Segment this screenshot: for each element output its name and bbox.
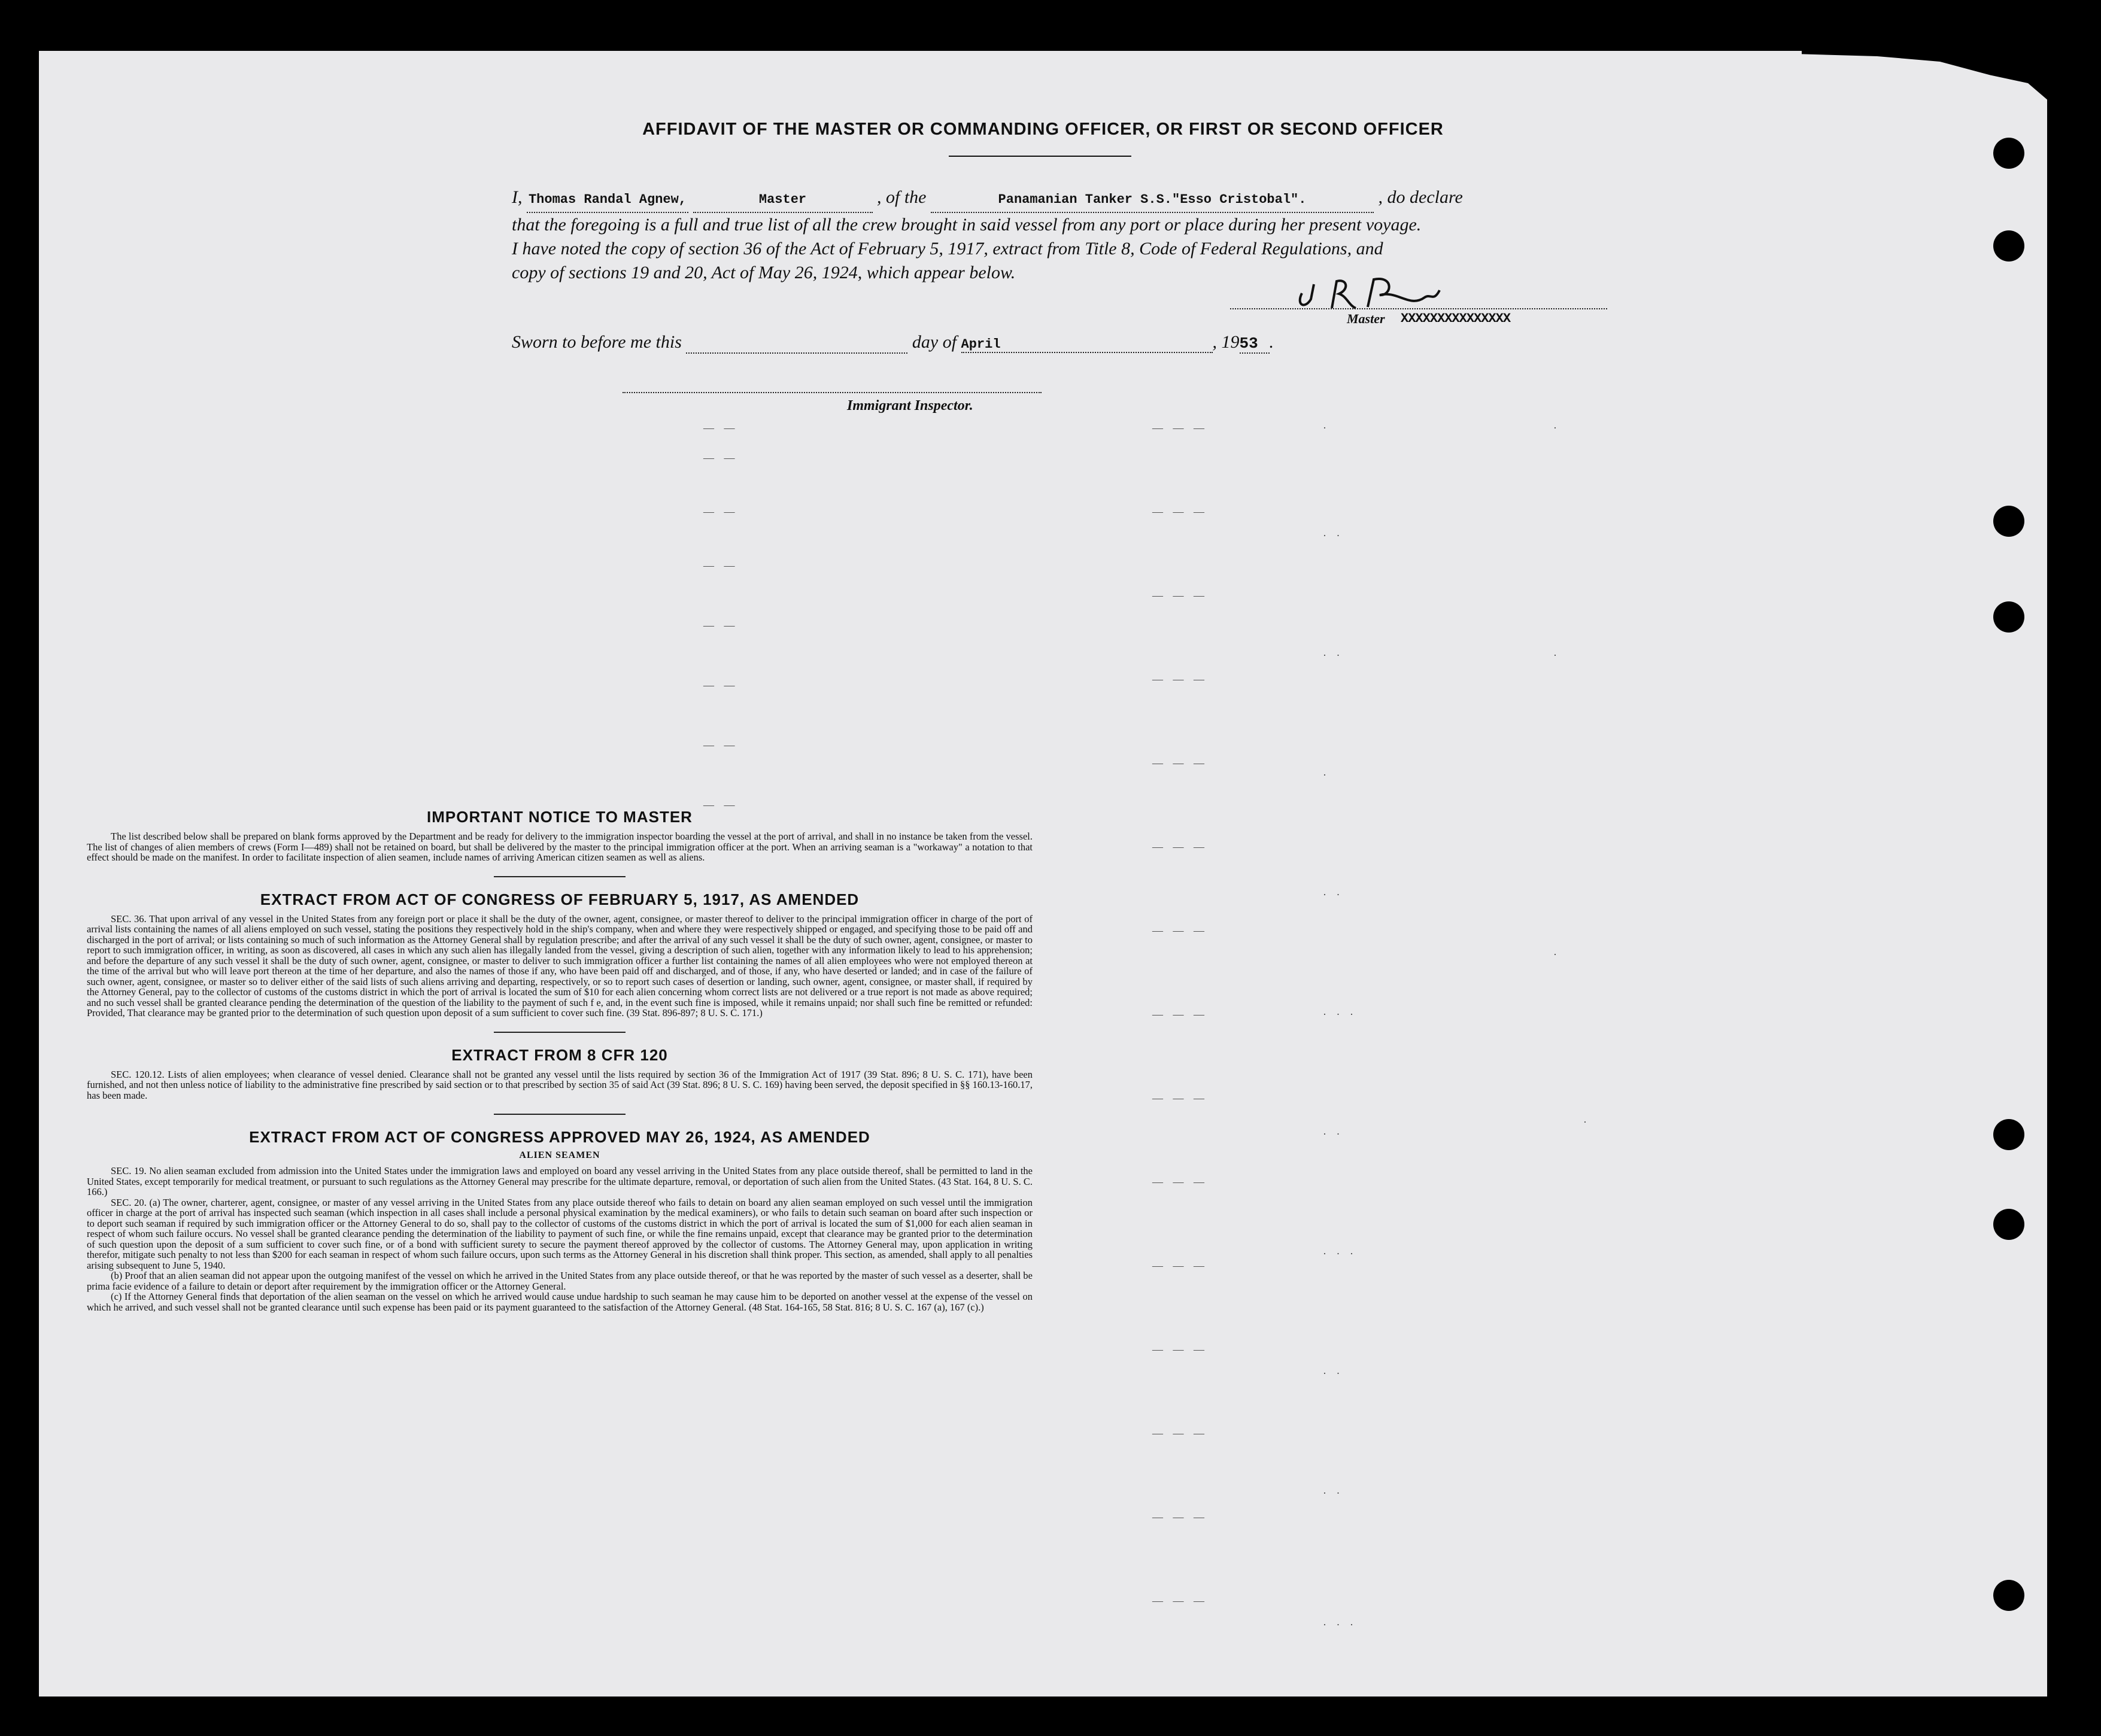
bleed-mark: · bbox=[1553, 649, 1560, 661]
bleed-mark: — — bbox=[703, 452, 739, 464]
bleed-mark: — — — bbox=[1152, 841, 1208, 853]
bleed-mark: — — — bbox=[1152, 1595, 1208, 1607]
bleed-mark: — — — bbox=[1152, 925, 1208, 937]
of-the-text: , of the bbox=[877, 187, 927, 207]
notice-heading: IMPORTANT NOTICE TO MASTER bbox=[427, 808, 693, 826]
binder-hole bbox=[1993, 1119, 2024, 1150]
extract-1917-body bbox=[87, 914, 1033, 1019]
extract-1924-body bbox=[87, 1166, 1033, 1312]
affidavit-title: AFFIDAVIT OF THE MASTER OR COMMANDING OFFICER, OR FIRST OR SECOND OFFICER bbox=[642, 120, 1444, 139]
bleed-mark: · · bbox=[1323, 649, 1344, 661]
vessel-field: Panamanian Tanker S.S."Esso Cristobal". bbox=[931, 188, 1374, 213]
title-underline bbox=[949, 156, 1131, 157]
bleed-mark: · · bbox=[1323, 889, 1344, 901]
extract-cfr-paragraph: SEC. 120.12. Lists of alien employees; when clearance of vessel denied. Clearance shall not be granted any vessel until the lists required by section 36 of the Immigration Act of 1917 (39 Stat. 896; 8 U. S. C. 171), have been furnished, and not then unless notice of liability to the administrative fine prescribed by said section or to that prescribed by section 35 of said Act (39 Stat. 896; 8 U. S. C. 169) having been served, the deposit specified in §§ 160.13-160.17, has been made. bbox=[87, 1068, 1033, 1101]
bleed-mark: — — bbox=[703, 506, 739, 518]
bleed-mark: · · · bbox=[1323, 1008, 1357, 1020]
signature-line bbox=[1230, 308, 1607, 309]
bleed-mark: — — — bbox=[1152, 1176, 1208, 1188]
alien-seamen-subheading: ALIEN SEAMEN bbox=[519, 1150, 600, 1160]
bleed-mark: — — — bbox=[1152, 506, 1208, 518]
notice-body bbox=[87, 831, 1033, 863]
legal-notices bbox=[87, 808, 1033, 1312]
bleed-mark: · · bbox=[1323, 1128, 1344, 1140]
day-of-text: day of bbox=[912, 332, 957, 352]
bleed-mark: · · bbox=[1323, 1487, 1344, 1499]
extract-1924-heading: EXTRACT FROM ACT OF CONGRESS APPROVED MAY 26, 1924, AS AMENDED bbox=[249, 1128, 870, 1146]
bleed-mark: · · bbox=[1323, 530, 1344, 542]
bleed-mark: — — bbox=[703, 739, 739, 751]
sworn-day-field bbox=[686, 332, 907, 354]
bleed-mark: — — — bbox=[1152, 1092, 1208, 1104]
sec-20c-paragraph: (c) If the Attorney General finds that deportation of the alien seaman on the vessel on which he arrived would cause undue hardship to such seaman he may cause him to be deported on another vessel at the expense of the vessel on which he arrived, and such vessel shall not be granted clearance until such expense has been paid or its payment guaranteed to the satisfaction of the Attorney General. (48 Stat. 164-165, 58 Stat. 816; 8 U. S. C. 167 (a), 167 (c).) bbox=[87, 1291, 1033, 1313]
year-prefix: , 19 bbox=[1212, 332, 1240, 352]
binder-hole bbox=[1993, 506, 2024, 537]
bleed-mark: — — — bbox=[1152, 1427, 1208, 1439]
struck-out-title: XXXXXXXXXXXXXXX bbox=[1401, 311, 1511, 326]
inspector-label: Immigrant Inspector. bbox=[847, 398, 973, 414]
binder-hole bbox=[1993, 138, 2024, 169]
bleed-mark: — — — bbox=[1152, 1008, 1208, 1020]
bleed-mark: — — — bbox=[1152, 1343, 1208, 1355]
do-declare-text: , do declare bbox=[1378, 187, 1463, 207]
sworn-year-field: 53 bbox=[1240, 335, 1270, 354]
sworn-text: Sworn to before me this bbox=[512, 332, 682, 352]
bleed-mark: · bbox=[1323, 422, 1330, 434]
notice-paragraph: The list described below shall be prepared on blank forms approved by the Department and be ready for delivery to the immigration inspector boarding the vessel at the port of arrival, and shall in no instance be taken from the vessel. The list of changes of alien members of crews (Form I—489) shall not be retained on board, but shall be delivered by the master to the principal immigration officer at the port. When an arriving seaman is a "workaway" a notation to that effect should be made on the manifest. In order to facilitate inspection of alien seamen, include names of arriving American citizen seamen as well as aliens. bbox=[87, 831, 1033, 863]
bleed-mark: · bbox=[1323, 769, 1330, 781]
master-name-field: Thomas Randal Agnew, bbox=[527, 188, 688, 213]
binder-hole bbox=[1993, 1209, 2024, 1240]
bleed-mark: · bbox=[1553, 422, 1560, 434]
declaration-block bbox=[512, 186, 1649, 285]
bleed-mark: — — bbox=[703, 619, 739, 631]
rank-field: Master bbox=[693, 188, 873, 213]
declaration-prefix: I, bbox=[512, 187, 523, 207]
section-divider bbox=[494, 876, 626, 877]
bleed-mark: — — bbox=[703, 560, 739, 571]
sworn-month-field: April bbox=[961, 337, 1213, 353]
affidavit-sheet bbox=[39, 51, 2047, 1697]
bleed-mark: — — — bbox=[1152, 673, 1208, 685]
bleed-mark: — — — bbox=[1152, 422, 1208, 434]
section-divider bbox=[494, 1032, 626, 1033]
bleed-mark: — — — bbox=[1152, 1511, 1208, 1523]
declaration-line-2: that the foregoing is a full and true list of all the crew brought in said vessel from any port or place during her present voyage. bbox=[512, 215, 1422, 235]
declaration-line-4: copy of sections 19 and 20, Act of May 26, 1924, which appear below. bbox=[512, 263, 1016, 282]
section-divider bbox=[494, 1114, 626, 1115]
extract-1917-paragraph: SEC. 36. That upon arrival of any vessel in the United States from any foreign port or place it shall be the duty of the owner, agent, consignee, or master thereof to deliver to the principal immigration officer in charge of the port of arrival lists containing the names of all aliens employed on such vessel, stating the positions they respectively hold in the ship's company, when and where they were respectively shipped or engaged, and specifying those to be paid off and discharged in the port of arrival; or lists containing so much of such information as the Attorney General shall by regulation prescribe; and after the arrival of any such vessel it shall be the duty of such owner, agent, consignee, or master to report to such immigration officer, in writing, as soon as discovered, all cases in which any such alien has illegally landed from the vessel, giving a description of such alien, together with any information likely to lead to his apprehension; and before the departure of any such vessel it shall be the duty of such owner, agent, consignee, or master to deliver to such immigration officer a further list containing the names of all alien employees who were not employed thereon at the time of the arrival but who will leave port thereon at the time of her departure, and also the names of those if any, who have been paid off and discharged, and of those, if any, who have deserted or landed; and in case of the failure of such owner, agent, consignee, or master so to deliver either of the said lists of such aliens arriving and departing, respectively, or so to report such cases of desertion or landing, such owner, agent, consignee, or master shall, if required by the Attorney General, pay to the collector of customs of the customs district in which the port of arrival is located the sum of $10 for each alien concerning whom correct lists are not delivered or a true report is not made as above required; and no such vessel shall be granted clearance pending the determination of the question of the liability to the payment of such f e, and, in the event such fine is imposed, while it remains unpaid; nor shall such fine be remitted or refunded: Provided, That clearance may be granted prior to the determination of such question upon deposit of a sum sufficient to cover such fine. (39 Stat. 896-897; 8 U. S. C. 171.) bbox=[87, 913, 1033, 1019]
bleed-mark: — — bbox=[703, 679, 739, 691]
extract-cfr-heading: EXTRACT FROM 8 CFR 120 bbox=[451, 1045, 668, 1064]
sec-20b-paragraph: (b) Proof that an alien seaman did not appear upon the outgoing manifest of the vessel on which he arrived in the United States from any place outside thereof, or that he was reported by the master of such vessel as a deserter, shall be prima facie evidence of a failure to detain or deport after requirement by the immigration officer or the Attorney General. bbox=[87, 1270, 1033, 1292]
sec-20a-paragraph: SEC. 20. (a) The owner, charterer, agent, consignee, or master of any vessel arriving in the United States from any place outside thereof who fails to detain on board any alien seaman employed on such vessel until the immigration officer in charge at the port of arrival has inspected such seaman (which inspection in all cases shall include a personal physical examination by the medical examiners), or who fails to detain such seaman on board after such inspection or to deport such seaman if required by such immigration officer or the Attorney General to do so, shall pay to the collector of customs of the customs district in which the port of arrival is located the sum of $1,000 for each alien seaman in respect of whom such failure occurs. No vessel shall be granted clearance pending the determination of the liability to payment of such fine, or while the fine remains unpaid, except that clearance may be granted prior to the determination of such question upon the deposit of a sum sufficient to cover such fine, or of a bond with sufficient surety to secure the payment thereof approved by the collector of customs. The Attorney General may, upon application in writing therefor, mitigate such penalty to not less than $200 for each seaman in respect of whom such failure occurs, upon such terms as the Attorney General in his discretion shall think proper. This section, as amended, shall apply to all penalties arising subsequent to June 5, 1940. bbox=[87, 1196, 1033, 1271]
bleed-mark: — — — bbox=[1152, 757, 1208, 769]
declaration-line-1 bbox=[512, 186, 1649, 213]
bleed-mark: · · bbox=[1323, 1367, 1344, 1379]
bleed-mark: — — — bbox=[1152, 1260, 1208, 1272]
bleed-mark: — — bbox=[703, 422, 739, 434]
bleed-mark: — — — bbox=[1152, 589, 1208, 601]
inspector-signature-line bbox=[623, 392, 1042, 393]
sworn-line bbox=[512, 332, 1274, 354]
extract-1917-heading: EXTRACT FROM ACT OF CONGRESS OF FEBRUARY 5, 1917, AS AMENDED bbox=[260, 890, 860, 908]
bleed-mark: · bbox=[1583, 1116, 1590, 1128]
sworn-period: . bbox=[1269, 332, 1274, 352]
binder-hole bbox=[1993, 1580, 2024, 1611]
master-label: Master bbox=[1347, 311, 1385, 326]
extract-cfr-body bbox=[87, 1069, 1033, 1101]
binder-hole bbox=[1993, 601, 2024, 633]
bleed-mark: · · · bbox=[1323, 1248, 1357, 1260]
bleed-mark: · bbox=[1553, 948, 1560, 960]
bleed-mark: — — bbox=[703, 799, 739, 811]
sec-19-paragraph: SEC. 19. No alien seaman excluded from admission into the United States under the immigration laws and employed on board any vessel arriving in the United States from any place outside thereof, shall be permitted to land in the United States, except temporarily for medical treatment, or pursuant to such regulations as the Attorney General may prescribe for the ultimate departure, removal, or deportation of such alien from the United States. (43 Stat. 164, 8 U. S. C. 166.) bbox=[87, 1165, 1033, 1197]
binder-hole bbox=[1993, 230, 2024, 262]
bleed-mark: · · · bbox=[1323, 1619, 1357, 1631]
declaration-line-3: I have noted the copy of section 36 of the Act of February 5, 1917, extract from Title 8, Code of Federal Regulations, and bbox=[512, 239, 1383, 259]
